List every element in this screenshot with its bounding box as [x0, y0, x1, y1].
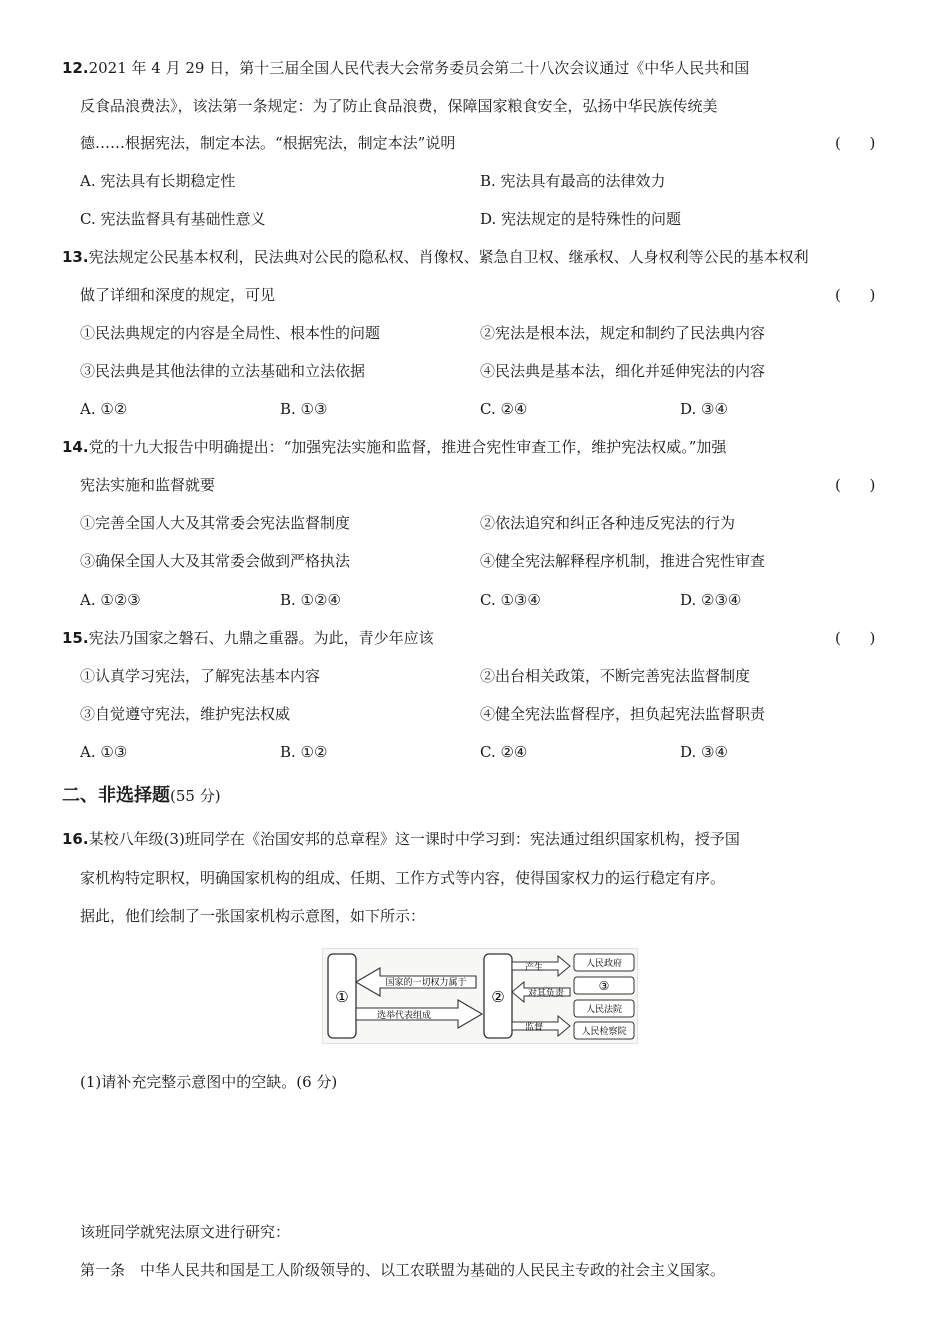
- option-a: A. ①③: [80, 743, 128, 761]
- state-organs-diagram: [322, 948, 638, 1044]
- question-12-stem-line-3: 德……根据宪法，制定本法。“根据宪法，制定本法”说明: [80, 134, 456, 152]
- research-intro: 该班同学就宪法原文进行研究：: [80, 1223, 291, 1241]
- middle-box-label: ②: [491, 988, 505, 1006]
- question-12-stem-line-2: 反食品浪费法》，该法第一条规定：为了防止食品浪费，保障国家粮食安全，弘扬中华民族传统美: [80, 97, 718, 115]
- organ-label: 人民检察院: [581, 1027, 627, 1037]
- statement-3: ③确保全国人大及其常委会做到严格执法: [80, 552, 351, 570]
- question-16-intro-line-3: 据此，他们绘制了一张国家机构示意图，如下所示：: [80, 907, 426, 925]
- section-score: (55 分): [170, 787, 221, 805]
- question-14-stem-line-1: [62, 437, 726, 457]
- statement-4: ④健全宪法解释程序机制，推进合宪性审查: [480, 552, 766, 570]
- answer-bracket: ( ): [835, 134, 876, 152]
- question-14-stem-line-2: 宪法实施和监督就要: [80, 476, 216, 494]
- section-heading: [62, 784, 221, 808]
- question-number: 15.: [62, 629, 89, 647]
- organ-label: 人民法院: [585, 1005, 623, 1015]
- option-b: B. 宪法具有最高的法律效力: [480, 172, 666, 190]
- constitution-article-1: 第一条 中华人民共和国是工人阶级领导的、以工农联盟为基础的人民民主专政的社会主义国家。: [80, 1261, 726, 1279]
- statement-2: ②依法追究和纠正各种违反宪法的行为: [480, 514, 736, 532]
- question-13-stem-line-2: 做了详细和深度的规定，可见: [80, 286, 276, 304]
- answer-bracket: ( ): [835, 476, 876, 494]
- option-a: A. ①②③: [80, 591, 141, 609]
- statement-4: ④健全宪法监督程序，担负起宪法监督职责: [480, 705, 766, 723]
- option-d: D. ②③④: [680, 591, 742, 609]
- relation-produce: 产生: [524, 963, 544, 973]
- answer-bracket: ( ): [835, 629, 876, 647]
- relation-supervise: 监督: [524, 1023, 544, 1033]
- statement-2: ②出台相关政策，不断完善宪法监督制度: [480, 667, 751, 685]
- organ-label: ③: [598, 979, 610, 993]
- question-16-intro-line-2: 家机构特定职权，明确国家机构的组成、任期、工作方式等内容，使得国家权力的运行稳定有序。: [80, 869, 726, 887]
- option-a: A. ①②: [80, 400, 128, 418]
- statement-2: ②宪法是根本法，规定和制约了民法典内容: [480, 324, 766, 342]
- option-a: A. 宪法具有长期稳定性: [80, 172, 236, 190]
- statement-1: ①完善全国人大及其常委会宪法监督制度: [80, 514, 351, 532]
- question-13-stem-line-1: [62, 247, 809, 267]
- answer-bracket: ( ): [835, 286, 876, 304]
- option-c: C. ②④: [480, 400, 528, 418]
- section-title: 二、非选择题: [62, 785, 170, 806]
- statement-3: ③民法典是其他法律的立法基础和立法依据: [80, 362, 366, 380]
- option-b: B. ①③: [280, 400, 328, 418]
- statement-1: ①民法典规定的内容是全局性、根本性的问题: [80, 324, 381, 342]
- relation-responsible: 对其负责: [527, 989, 565, 999]
- question-number: 13.: [62, 248, 89, 266]
- left-box-label: ①: [335, 988, 349, 1006]
- question-number: 14.: [62, 438, 89, 456]
- option-c: C. 宪法监督具有基础性意义: [80, 210, 266, 228]
- sub-question-1: (1)请补充完整示意图中的空缺。(6 分): [80, 1073, 338, 1091]
- option-d: D. 宪法规定的是特殊性的问题: [480, 210, 682, 228]
- option-c: C. ②④: [480, 743, 528, 761]
- question-text: 宪法乃国家之磐石、九鼎之重器。为此，青少年应该: [88, 629, 434, 647]
- statement-1: ①认真学习宪法，了解宪法基本内容: [80, 667, 321, 685]
- option-b: B. ①②: [280, 743, 328, 761]
- question-15-stem-line-1: [62, 628, 434, 648]
- question-text: 某校八年级(3)班同学在《治国安邦的总章程》这一课时中学习到：宪法通过组织国家机构，授予国: [88, 830, 740, 848]
- question-number: 12.: [62, 59, 89, 77]
- option-d: D. ③④: [680, 400, 728, 418]
- question-text: 党的十九大报告中明确提出：“加强宪法实施和监督，推进合宪性审查工作，维护宪法权威。”加强: [88, 438, 727, 456]
- arrow-top-label: 国家的一切权力属于: [385, 978, 467, 988]
- question-number: 16.: [62, 830, 89, 848]
- option-b: B. ①②④: [280, 591, 341, 609]
- statement-4: ④民法典是基本法，细化并延伸宪法的内容: [480, 362, 766, 380]
- question-16-intro-line-1: [62, 829, 740, 849]
- option-d: D. ③④: [680, 743, 728, 761]
- question-text: 宪法规定公民基本权利，民法典对公民的隐私权、肖像权、紧急自卫权、继承权、人身权利等公民的基本权利: [88, 248, 809, 266]
- option-c: C. ①③④: [480, 591, 541, 609]
- organ-label: 人民政府: [585, 959, 623, 969]
- statement-3: ③自觉遵守宪法，维护宪法权威: [80, 705, 291, 723]
- question-text: 2021 年 4 月 29 日，第十三届全国人民代表大会常务委员会第二十八次会议通过《中华人民共和国: [88, 59, 750, 77]
- question-12-stem-line-1: [62, 58, 749, 78]
- arrow-bottom-label: 选举代表组成: [376, 1011, 432, 1021]
